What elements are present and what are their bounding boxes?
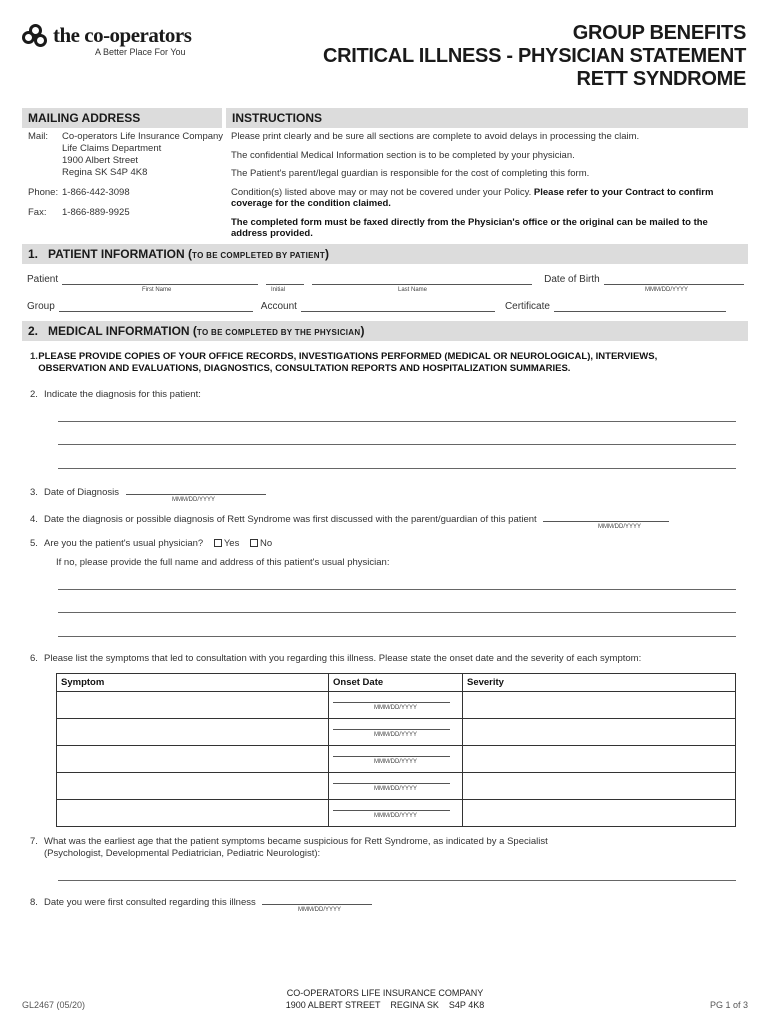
symptom-header: Symptom <box>57 674 329 692</box>
question-text: Please list the symptoms that led to consultation with you regarding this illness. Please state the onset date and the severity of each symptom: <box>44 653 642 664</box>
account-label: Account <box>260 301 297 312</box>
company-logo <box>22 24 191 57</box>
instruction-text-part: Condition(s) listed above may or may not be covered under your Policy. <box>231 186 534 198</box>
logo-name: the co-operators <box>53 23 192 47</box>
question-number: 5. <box>30 538 38 549</box>
severity-cell[interactable] <box>463 719 736 746</box>
symptom-cell[interactable] <box>57 746 329 773</box>
dob-label: Date of Birth <box>544 274 600 285</box>
first-name-field[interactable] <box>62 275 258 285</box>
question-2 <box>30 389 201 401</box>
table-row <box>57 692 736 719</box>
account-field[interactable] <box>301 302 495 312</box>
group-field[interactable] <box>59 302 253 312</box>
answer-line[interactable] <box>58 589 736 590</box>
phone-label: Phone: <box>28 187 59 198</box>
question-text: Date of Diagnosis <box>44 487 119 498</box>
no-label: No <box>259 538 273 549</box>
table-row <box>57 773 736 800</box>
footer-company: CO-OPERATORS LIFE INSURANCE COMPANY <box>286 988 484 998</box>
answer-line[interactable] <box>58 636 736 637</box>
question-number: 6. <box>30 653 38 664</box>
question-1 <box>30 351 720 374</box>
initial-field[interactable] <box>266 275 304 285</box>
section-number: 2. <box>28 324 39 338</box>
symptom-cell[interactable] <box>57 773 329 800</box>
symptom-cell[interactable] <box>57 692 329 719</box>
mail-line: Co-operators Life Insurance Company <box>62 131 224 142</box>
section-paren: ( <box>188 247 193 261</box>
first-name-caption: First Name <box>142 287 172 293</box>
no-checkbox[interactable] <box>250 539 258 547</box>
severity-cell[interactable] <box>463 773 736 800</box>
initial-caption: Initial <box>271 287 286 293</box>
section-number: 1. <box>28 247 39 261</box>
diagnosis-date-field[interactable] <box>126 485 266 495</box>
symptom-table <box>56 673 736 827</box>
question-number: 7. <box>30 836 38 847</box>
symptom-cell[interactable] <box>57 719 329 746</box>
onset-date-cell[interactable] <box>329 719 463 746</box>
certificate-label: Certificate <box>504 301 550 312</box>
last-name-field[interactable] <box>312 275 532 285</box>
title-line-2: CRITICAL ILLNESS - PHYSICIAN STATEMENT <box>322 45 746 67</box>
fax-label: Fax: <box>28 207 47 218</box>
mail-line: 1900 Albert Street <box>62 155 139 166</box>
first-consulted-date-field[interactable] <box>262 895 372 905</box>
table-row <box>57 719 736 746</box>
section-2-header <box>22 321 748 341</box>
patient-label: Patient <box>27 274 59 285</box>
instruction-text <box>231 187 741 210</box>
group-label: Group <box>27 301 55 312</box>
mail-label: Mail: <box>28 131 49 142</box>
question-number: 2. <box>30 389 38 400</box>
date-format-caption: MMM/DD/YYYY <box>373 759 417 765</box>
question-number: 1. <box>30 351 38 362</box>
onset-date-cell[interactable] <box>329 692 463 719</box>
mailing-address-block <box>28 131 223 219</box>
instruction-text-bold: Please refer to your Contract to confirm coverage for the condition claimed. <box>231 186 714 209</box>
onset-date-cell[interactable] <box>329 773 463 800</box>
section-1-header <box>22 244 748 264</box>
severity-header: Severity <box>463 674 736 692</box>
date-format-caption: MMM/DD/YYYY <box>373 813 417 819</box>
date-format-caption: MMM/DD/YYYY <box>598 524 642 530</box>
date-format-caption: MMM/DD/YYYY <box>373 786 417 792</box>
section-title: MEDICAL INFORMATION <box>48 324 190 338</box>
answer-line[interactable] <box>58 468 736 469</box>
footer-street: 1900 ALBERT STREET REGINA SK S4P 4K8 <box>285 1000 485 1010</box>
instruction-text: The Patient's parent/legal guardian is responsible for the cost of completing this form. <box>231 168 590 179</box>
question-number: 3. <box>30 487 38 498</box>
dob-field[interactable] <box>604 275 744 285</box>
question-text: Are you the patient's usual physician? <box>44 538 204 549</box>
instruction-text: Please print clearly and be sure all sections are complete to avoid delays in processing the claim. <box>231 131 640 142</box>
severity-cell[interactable] <box>463 692 736 719</box>
logo-tagline: A Better Place For You <box>95 47 186 57</box>
phone-number: 1-866-442-3098 <box>62 187 130 198</box>
question-number: 4. <box>30 514 38 525</box>
form-code: GL2467 (05/20) <box>22 1000 86 1010</box>
question-text: Indicate the diagnosis for this patient: <box>44 389 201 400</box>
date-format-caption: MMM/DD/YYYY <box>172 497 216 503</box>
mailing-address-header: MAILING ADDRESS <box>22 108 222 128</box>
section-title: PATIENT INFORMATION <box>48 247 185 261</box>
dob-caption: MMM/DD/YYYY <box>645 287 689 293</box>
question-number: 8. <box>30 897 38 908</box>
title-line-3: RETT SYNDROME <box>576 68 746 90</box>
form-title <box>323 22 746 91</box>
fax-number: 1-866-889-9925 <box>62 207 130 218</box>
answer-line[interactable] <box>58 444 736 445</box>
question-6 <box>30 653 641 665</box>
instructions-header: INSTRUCTIONS <box>226 108 748 128</box>
severity-cell[interactable] <box>463 746 736 773</box>
co-operators-logo-icon <box>22 24 50 52</box>
table-header-row <box>57 674 736 692</box>
onset-date-cell[interactable] <box>329 800 463 827</box>
title-line-1: GROUP BENEFITS <box>572 22 746 44</box>
section-paren: ( <box>192 324 197 338</box>
table-row <box>57 746 736 773</box>
date-format-caption: MMM/DD/YYYY <box>373 705 417 711</box>
question-5b: If no, please provide the full name and address of this patient's usual physician: <box>56 557 390 568</box>
question-3 <box>30 485 270 499</box>
table-row <box>57 800 736 827</box>
date-format-caption: MMM/DD/YYYY <box>298 907 342 913</box>
date-format-caption: MMM/DD/YYYY <box>373 732 417 738</box>
yes-label: Yes <box>223 538 240 549</box>
question-4 <box>30 512 673 526</box>
question-7 <box>30 836 600 859</box>
question-text: PLEASE PROVIDE COPIES OF YOUR OFFICE RECORDS, INVESTIGATIONS PERFORMED (MEDICAL OR NEUROLOGICAL), INTERVIEWS, OBSERVATION AND EVALUATIONS, DIAGNOSTICS, CONSULTATION REPORTS AND HOSPITALIZATION SUMMARIES. <box>38 351 658 374</box>
instruction-text-bold: The completed form must be faxed directly from the Physician's office or the original can be mailed to the address provided. <box>231 216 708 239</box>
section-paren: ) <box>360 324 365 338</box>
group-account-row <box>27 301 730 312</box>
instruction-text <box>231 217 741 240</box>
discussion-date-field[interactable] <box>543 512 669 522</box>
certificate-field[interactable] <box>554 302 726 312</box>
onset-date-header: Onset Date <box>329 674 463 692</box>
section-paren: ) <box>325 247 330 261</box>
answer-line[interactable] <box>58 880 736 881</box>
mail-line: Life Claims Department <box>62 143 162 154</box>
severity-cell[interactable] <box>463 800 736 827</box>
yes-checkbox[interactable] <box>214 539 222 547</box>
question-text: Date you were first consulted regarding this illness <box>44 897 256 908</box>
question-5 <box>30 538 272 550</box>
last-name-caption: Last Name <box>398 287 428 293</box>
mail-line: Regina SK S4P 4K8 <box>62 167 148 178</box>
patient-name-row <box>27 274 748 285</box>
instruction-text: The confidential Medical Information section is to be completed by your physician. <box>231 149 575 161</box>
instructions-block <box>231 131 741 247</box>
answer-line[interactable] <box>58 612 736 613</box>
answer-line[interactable] <box>58 421 736 422</box>
page-number: PG 1 of 3 <box>709 1000 748 1010</box>
question-text: What was the earliest age that the patient symptoms became suspicious for Rett Syndrome, as indicated by a Specialist (Psychologist, Developmental Pediatrician, Pediatric Neurologist): <box>44 836 548 859</box>
section-subtitle: TO BE COMPLETED BY PATIENT <box>192 251 326 260</box>
section-subtitle: TO BE COMPLETED BY THE PHYSICIAN <box>196 328 361 337</box>
footer-address <box>0 987 770 1011</box>
onset-date-cell[interactable] <box>329 746 463 773</box>
symptom-cell[interactable] <box>57 800 329 827</box>
question-text: Date the diagnosis or possible diagnosis of Rett Syndrome was first discussed with the parent/guardian of this patient <box>44 514 537 525</box>
